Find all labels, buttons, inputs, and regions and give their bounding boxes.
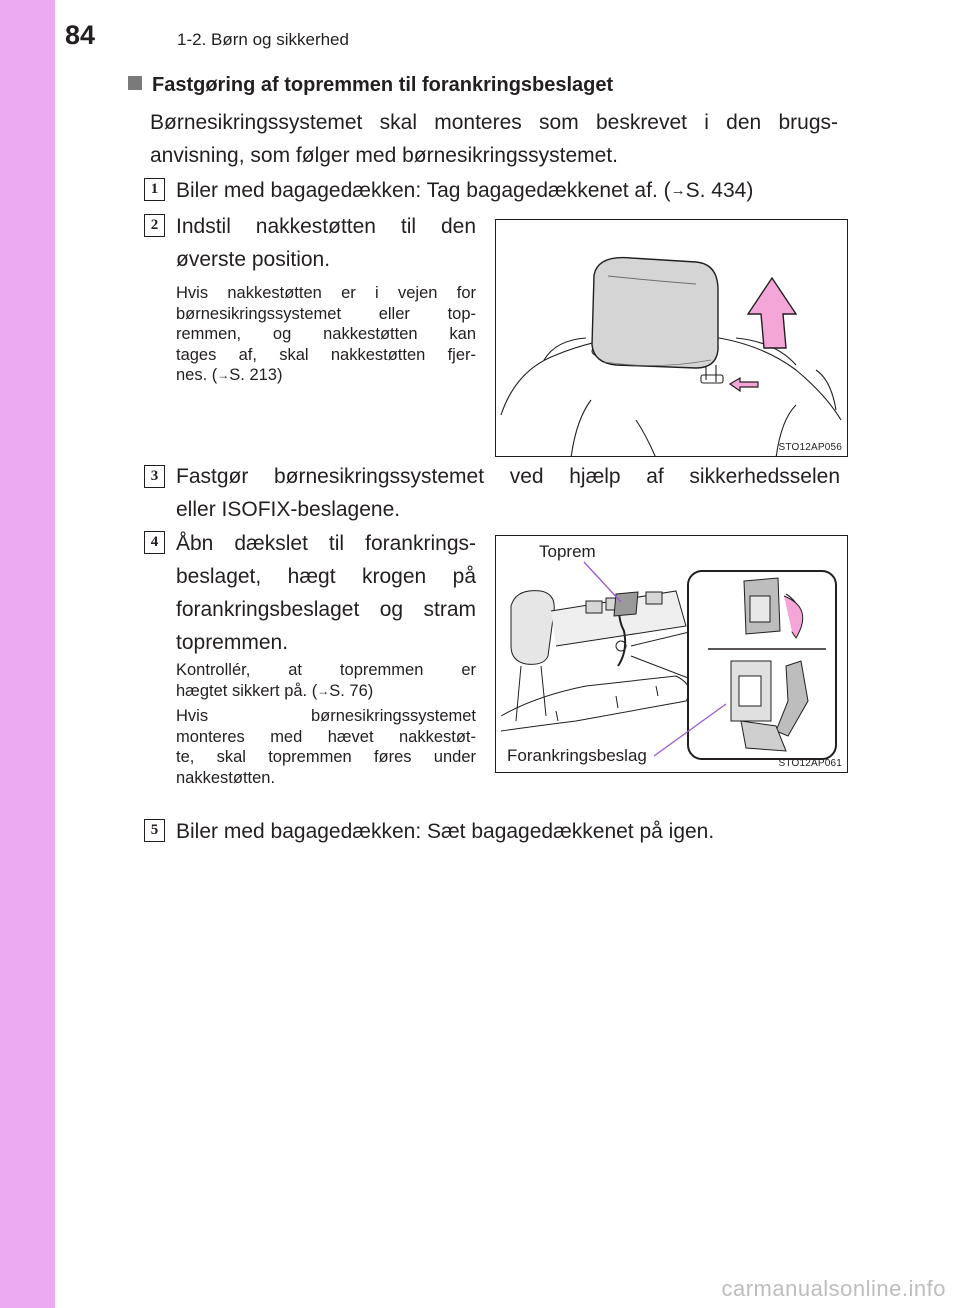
step-3-text (176, 460, 840, 526)
toprem-label: Toprem (539, 542, 596, 561)
page-number: 84 (65, 20, 96, 50)
section-heading: 1-2. Børn og sikkerhed (177, 30, 349, 49)
headrest-illustration (496, 220, 848, 457)
watermark: carmanualsonline.info (721, 1276, 946, 1301)
step-2-note-line-5: nes. ( (176, 366, 218, 384)
step-4-line-1: Åbn dækslet til forankrings- (176, 532, 476, 555)
step-4-page-ref[interactable]: S. 76) (329, 681, 374, 700)
section-title-text: Fastgøring af topremmen til forankringsbeslaget (152, 74, 614, 96)
side-color-band (0, 0, 55, 1308)
step-2-number: 2 (144, 214, 165, 237)
step-2-text (176, 210, 476, 276)
step-4-line-2: beslaget, hægt krogen på (176, 565, 476, 588)
step-2-note-line-4: tages af, skal nakkestøtten fjer- (176, 345, 476, 364)
intro-line-2: anvisning, som følger med børnesikringssystemet. (150, 144, 618, 167)
step-1-page-ref[interactable]: S. 434) (685, 179, 754, 202)
figure-2-code: STO12AP061 (778, 758, 842, 769)
step-4-note-1-line-2: hægtet sikkert på. ( (176, 681, 318, 700)
step-3-line-2: eller ISOFIX-beslagene. (176, 498, 401, 521)
step-4-note-1 (176, 660, 476, 701)
step-2-note-line-1: Hvis nakkestøtten er i vejen for (176, 284, 476, 302)
step-4-number: 4 (144, 531, 165, 554)
step-3-number: 3 (144, 465, 165, 488)
step-2-note (176, 283, 476, 386)
step-2-line-1: Indstil nakkestøtten til den (176, 215, 476, 238)
step-4-note-2 (176, 706, 476, 788)
step-2-line-2: øverste position. (176, 248, 331, 271)
anchor-bracket-illustration (496, 536, 848, 773)
step-4-text (176, 527, 476, 659)
figure-headrest (495, 219, 848, 457)
step-4-note-2-line-3: te, skal topremmen føres under (176, 748, 476, 766)
section-title (128, 74, 613, 97)
intro-line-1: Børnesikringssystemet skal monteres som beskrevet i den brugs- (150, 111, 838, 134)
step-4-note-2-line-4: nakkestøtten. (176, 768, 276, 787)
step-5-text: Biler med bagagedækken: Sæt bagagedækkenet på igen. (176, 820, 715, 843)
arrow-right-icon: → (317, 683, 330, 698)
square-bullet-icon (128, 76, 142, 90)
arrow-right-icon: → (217, 368, 230, 382)
step-4-note-1-line-1: Kontrollér, at topremmen er (176, 661, 476, 679)
step-3-line-1: Fastgør børnesikringssystemet ved hjælp af sikkerhedsselen (176, 465, 840, 488)
figure-1-code: STO12AP056 (778, 442, 842, 453)
arrow-right-icon: → (670, 182, 686, 199)
step-2-page-ref[interactable]: S. 213) (229, 366, 283, 384)
step-4-line-3: forankringsbeslaget og stram (176, 598, 476, 621)
step-4-line-4: topremmen. (176, 631, 289, 654)
step-1-text (176, 174, 753, 207)
forankringsbeslag-label: Forankringsbeslag (507, 746, 647, 765)
step-2-note-line-2: børnesikringssystemet eller top- (176, 304, 476, 323)
intro-paragraph (150, 106, 838, 172)
step-4-note-2-line-1: Hvis børnesikringssystemet (176, 707, 476, 725)
step-4-note-2-line-2: monteres med hævet nakkestøt- (176, 727, 476, 746)
step-2-note-line-3: remmen, og nakkestøtten kan (176, 325, 476, 343)
step-5-number: 5 (144, 819, 165, 842)
step-1-number: 1 (144, 178, 165, 201)
figure-anchor-bracket (495, 535, 848, 773)
step-1-text-body: Biler med bagagedækken: Tag bagagedækkenet af. ( (176, 179, 671, 202)
